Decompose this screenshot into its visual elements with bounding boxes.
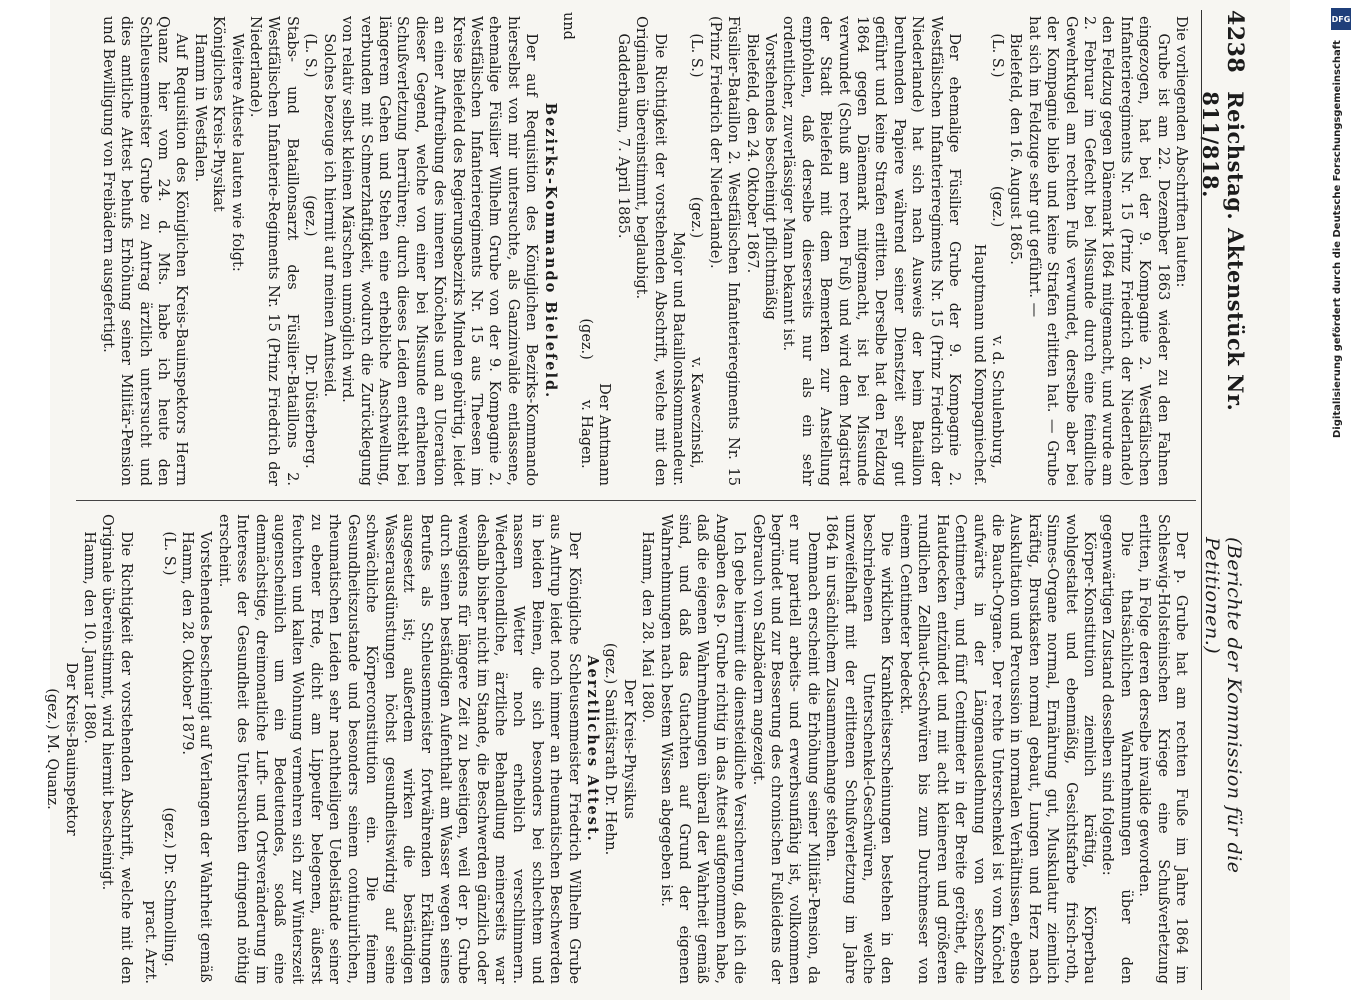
page-subtitle: (Berichte der Kommission für die Petitionen.) [1201, 536, 1245, 874]
place-date: Bielefeld, den 16. August 1865. [1007, 33, 1024, 265]
signature-rank: Major und Bataillonskommandeur. [670, 231, 687, 486]
signature-line [577, 16, 595, 486]
seal-mark: (L. S.) [688, 33, 705, 78]
paragraph: Die Richtigkeit der vorstehenden Abschrift, welche mit den Originale übereinstimmt, wird hiermit bescheinigt. [99, 514, 134, 984]
page-title: Reichstag. Aktenstück Nr. 811/818. [1198, 91, 1248, 412]
paragraph: Der auf Requisition des Königlichen Bezirks-Kommando hierselbst von mir untersuchte, als Ganzinvalide entlassene, ehemalige Füsilier Wilhelm Grube von der 9. Kompagnie 2. Westfälischen Infanterieregiments Nr. 15 aus Theesen im Kreise Bielefeld des Regierungsbezirks Minden gebürtig, leidet an einer Auftreibung des inneren Knöchels und an Ulceration dieser Gegend, welche von einer bei Missunde erhaltenen Schußverletzung herrühren; durch dieses Leiden entsteht bei längerem Gehen und Stehen eine erhebliche Anschwellung, verbunden mit Schmerzhaftigkeit, wodurch die Zurücklegung von relativ selbst kleinen Märschen unmöglich wird. [339, 16, 540, 486]
paragraph: Die wirklichen Krankheitserscheinungen bestehen in den beschriebenen Unterschenkel-Geschwüren, welche unzweifelhaft mit der erlittenen Schußverletzung im Jahre 1864 in ursächlichem Zusammenhange stehen. [823, 514, 895, 984]
paragraph: Solches bezeuge ich hiermit auf meinen Amtseid. [320, 33, 337, 398]
page-header [1198, 10, 1248, 990]
gez-mark: (gez.) [578, 318, 594, 360]
paragraph: Vorstehendes bescheinigt pflichtmäßig [762, 33, 779, 320]
paragraph: Der Königliche Schleusenmeister Friedrich Wilhelm Grube aus Antrup leidet noch immer an rheumatischen Beschwerden in beiden Beinen, die sich besonders bei schlechtem und nassem Wetter noch erheblich verschlimmern. Wiederholendliche, ärztliche Behandlung meinerseits war deshalb bisher nicht im Stande, die Beschwerden gänzlich oder wenigstens für längere Zeit zu beseitigen, weil der p. Grube durch seinen beständigen Aufenthalt am Wasser wegen seines Berufes als Schleusenmeister fortwährenden Erkältungen ausgesetzt ist; außerdem wirken die beständigen Wasserausdünstungen höchst gesundheitswidrig auf seine schwächliche Körperconstitution ein. Die feinem Gesundheitszustande und besonders seinem continuirlichen, rheumatischen Leiden sehr nachtheiligen Uebelstände seiner zu ebener Erde, dicht am Lippeufer belegenen, äußerst feuchten und kalten Wohnung vermehren sich zur Winterszeit augenscheinlich um ein Bedeutendes, sodaß eine demnächstige, dreimonatliche Luft- und Ortsveränderung im Interesse der Gesundheit des Untersuchten dringend nöthig erscheint. [215, 514, 582, 984]
signature-name: Dr. Düsterberg. [302, 353, 319, 469]
digitization-note [1332, 40, 1350, 920]
office-location: Hamm in Westfalen. [191, 33, 208, 183]
paragraph: Die thatsächlichen Wahrnehmungen über den gegenwärtigen Zustand desselben sind folgende: [1099, 514, 1134, 984]
paragraph: Der p. Grube hat am rechten Fuße im Jahre 1864 im Schleswig-Holsteinischen Kriege eine Schußverletzung erlitten, in Folge deren derselbe invalide geworden. [1136, 514, 1189, 984]
official-title: Der Kreis-Bauinspektor [62, 662, 79, 836]
signature-name: (gez.) Sanitätsrath Dr. Hehn. [602, 642, 619, 856]
intro-text: Die vorliegenden Abschriften lauten: [1173, 16, 1189, 288]
signature-title: pract. Arzt. [142, 900, 159, 984]
official-title: Der Kreis-Physikus [620, 678, 637, 819]
paragraph: Demnach erscheint die Erhöhung seiner Militär-Pension, da er nur partiell arbeits- und erwerbsunfähig ist, vollkommen begründet und zur Besserung des chronischen Fußleidens der Gebrauch von Salzbädern angezeigt. [749, 514, 821, 984]
signature-name: (gez.) Dr. Schmolling. [160, 807, 177, 967]
right-column [44, 514, 1190, 984]
gez-mark: (gez.) [988, 185, 1005, 228]
seal-mark: (L. S.) [160, 531, 177, 576]
gez-mark: (gez.) [688, 196, 705, 239]
office-heading: Königliches Kreis-Physikat [210, 16, 227, 212]
paragraph: Die Richtigkeit der vorstehenden Abschrift, welche mit den Originalen übereinstimmt, beglaubigt. [633, 16, 668, 486]
place-date: Hamm, den 28. Oktober 1879. [179, 531, 196, 756]
signature-rank: Hauptmann und Kompagniechef. [970, 243, 987, 486]
column-divider [76, 500, 1196, 501]
paragraph: Auf Requisition des Königlichen Kreis-Bauinspektors Herrn Quanz hier vom 24. d. Mts. habe ich heute den Schleusenmeister Grube zu Antrag ärztlich untersucht und dies amtliche Attest behufs Erhöhung seiner Militär-Pension und Bewilligung von Freibädern ausgefertigt. [99, 16, 190, 486]
place-date: Gadderbaum, 7. April 1885. [614, 33, 631, 239]
section-heading: Bezirks-Kommando Bielefeld. [541, 102, 559, 400]
signature-line [988, 16, 1006, 486]
place-date: Hamm, den 10. Januar 1880. [81, 531, 98, 744]
paragraph: Körper-Konstitution ziemlich kräftig, Körperbau wohlgestaltet und ebenmäßig, Gesichtsfarbe frisch-roth, Sinnes-Organe normal, Ernährung gut, Muskulatur ziemlich kräftig, Brustkasten normal gebaut, Lungen und Herz nach Auskultation und Percussion in normalen Verhältnissen, ebenso die Bauch-Organe. Der rechte Unterschenkel ist vom Knöchel aufwärts in der Längenausdehnung von sechszehn Centimetern, und fünf Centimeter in der Breite geröthet, die Hautdecken entzündet und mit acht kleineren und größeren rundlichen Zellhaut-Geschwüren bis zum Durchmesser von einem Centimeter bedeckt. [896, 514, 1097, 984]
paragraph: Ich gebe hiermit die diensteidliche Versicherung, daß ich die Angaben des p. Grube richtig in das Attest aufgenommen habe, daß die eigenen Wahrnehmungen überall der Wahrheit gemäß sind, und daß das Gutachten auf Grund der eigenen Wahrnehmungen nach bestem Wissen abgegeben ist. [657, 514, 748, 984]
battalion-name: Füsilier-Bataillon 2. Westfälischen Infanterieregiments Nr. 15 (Prinz Friedrich der Niederlande). [706, 16, 742, 486]
gez-mark: (gez.) [302, 195, 319, 237]
paragraph: Der ehemalige Füsilier Grube der 9. Kompagnie 2. Westfälischen Infanterieregiments Nr. 15 (Prinz Friedrich der Niederlande) hat sich nach Ausweis der beim Bataillon beruhenden Papiere während seiner Dienstzeit sehr gut geführt und keine Strafen erlitten. Derselbe hat den Feldzug 1864 gegen Dänemark mitgemacht, ist bei Missunde verwundet (Schuß am rechten Fuß) und wird dem Magistrat der Stadt Bielefeld mit dem Bemerken zur Anstellung empfohlen, daß derselbe dieserseits nur als ein sehr ordentlicher, zuverlässiger Mann bekannt ist. [780, 16, 963, 486]
dfg-logo: DFG [1331, 8, 1351, 30]
conjunction-und: und [559, 12, 576, 40]
paragraph: Grube ist am 22. Dezember 1863 wieder zu den Fahnen eingezogen, hat bei der 9. Kompagnie 2. Westfälischen Infanterieregiments Nr. 15 (Prinz Friedrich der Niederlande) den Feldzug gegen Dänemark 1864 mitgemacht, und wurde am 2. Februar im Gefecht bei Missunde durch eine feindliche Gewehrkugel am rechten Fuß verwundet, derselbe aber bei der Kompagnie blieb und keine Strafen erlitten hat. — Grube hat sich im Feldzuge sehr gut geführt. — [1025, 16, 1171, 486]
signature-line [687, 16, 705, 486]
seal-mark: (L. S.) [302, 33, 319, 78]
header-rule [1201, 10, 1202, 990]
paragraph: Vorstehendes bescheinigt auf Verlangen der Wahrheit gemäß [197, 531, 214, 983]
signature-rank: Stabs- und Bataillonsarzt des Füsilier-Bataillons 2. Westfälischen Infanterie-Regiments Nr. 15 (Prinz Friedrich der Niederlande). [247, 16, 300, 486]
signature-name: v. d. Schulenburg, [988, 335, 1005, 469]
official-title: Der Amtmann [596, 383, 613, 486]
signature-name: v. Kaweczinski, [688, 357, 705, 469]
paragraph: Weitere Atteste lauten wie folgt: [228, 33, 245, 272]
place-date: Hamm, den 28. Mai 1880. [639, 531, 656, 724]
signature-name: (gez.) M. Quanz. [44, 688, 61, 810]
signature-line [301, 16, 319, 486]
left-column [80, 12, 1190, 486]
signature-name: v. Hagen. [578, 399, 594, 469]
page-number: 4238 [1222, 10, 1248, 74]
place-date: Bielefeld, den 24. Oktober 1867. [743, 33, 760, 274]
signature-line [159, 514, 177, 984]
seal-mark: (L. S.) [988, 33, 1005, 78]
rotated-page [44, 0, 1290, 1000]
section-heading: Aerztliches Attest. [584, 655, 601, 843]
digitization-note-text: Digitalisierung gefördert durch die Deutsche Forschungsgemeinschaft [1332, 40, 1343, 438]
